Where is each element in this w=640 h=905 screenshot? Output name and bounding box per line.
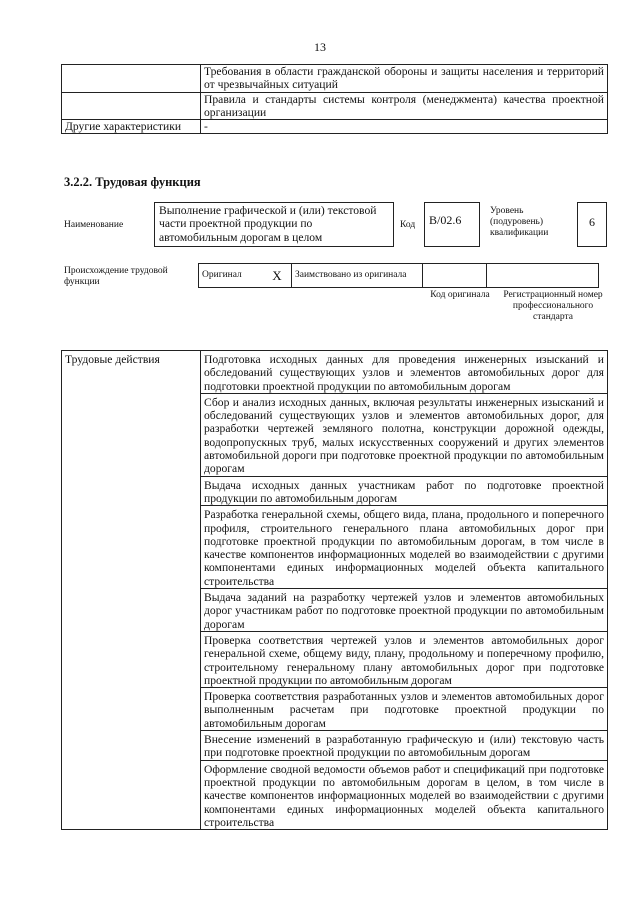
labor-action-item: Сбор и анализ исходных данных, включая результаты инженерных изысканий и обследований существующих узлов и элементов автомобильных дорог, для разработки чертежей земляного полотна, конструкции дорожной одежды, водопропускных труб, малых искусственных сооружений и других элементов автомобильной дороги при подготовке проектной продукции по автомобильным дорогам <box>201 393 608 476</box>
qualification-level-value: 6 <box>577 202 607 247</box>
labor-action-item: Проверка соответствия разработанных узлов и элементов автомобильных дорог выполненным расчетам при подготовке проектной продукции по автомобильным дорогам <box>201 688 608 731</box>
table-cell-value: Требования в области гражданской обороны и защиты населения и территорий от чрезвычайных ситуаций <box>201 65 608 93</box>
reg-number-cell <box>487 264 599 288</box>
function-name-value: Выполнение графической и (или) текстовой части проектной продукции по автомобильным дорогам в целом <box>154 202 394 247</box>
labor-action-item: Разработка генеральной схемы, общего вида, плана, продольного и поперечного профиля, строительного генерального плана автомобильных дорог при подготовке проектной продукции по автомобильным дорогам, в том числе в качестве компонентов информационных моделей во взаимодействии с другими компонентами единых информационных моделей объекта капитального строительства <box>201 506 608 589</box>
original-mark: X <box>263 264 292 288</box>
table-row <box>62 120 608 134</box>
labor-actions-label: Трудовые действия <box>62 351 201 830</box>
code-label: Код <box>400 220 416 230</box>
name-label: Наименование <box>64 220 124 230</box>
table-row <box>199 264 599 288</box>
labor-action-item: Внесение изменений в разработанную графическую и (или) текстовую часть при подготовке проектной продукции по автомобильным дорогам <box>201 731 608 761</box>
origin-label: Происхождение трудовой функции <box>64 266 168 287</box>
labor-action-item: Выдача заданий на разработку чертежей узлов и элементов автомобильных дорог участникам работ по подготовке проектной продукции по автомобильным дорогам <box>201 589 608 632</box>
origin-table <box>198 263 599 288</box>
section-heading: 3.2.2. Трудовая функция <box>64 175 201 189</box>
table-row <box>62 65 608 93</box>
table-cell-label: Другие характеристики <box>62 120 201 134</box>
qualification-level-label: Уровень (подуровень) квалификации <box>490 206 549 238</box>
table-cell-value: - <box>201 120 608 134</box>
table-cell-label <box>62 65 201 93</box>
labor-action-item: Выдача исходных данных участникам работ по подготовке проектной продукции по автомобильным дорогам <box>201 476 608 506</box>
code-original-cell <box>423 264 487 288</box>
labor-action-item: Оформление сводной ведомости объемов работ и спецификаций при подготовке проектной продукции по автомобильным дорогам в целом, в том числе в качестве компонентов информационных моделей во взаимодействии с другими компонентами единых информационных моделей объекта капитального строительства <box>201 760 608 829</box>
reg-number-label: Регистрационный номер профессионального стандарта <box>503 290 603 322</box>
code-original-label: Код оригинала <box>430 290 490 300</box>
table-row <box>62 351 608 394</box>
table-cell-label <box>62 92 201 120</box>
function-code-value: B/02.6 <box>424 202 480 247</box>
requirements-table-continuation <box>61 64 608 134</box>
table-cell-value: Правила и стандарты системы контроля (менеджмента) качества проектной организации <box>201 92 608 120</box>
page-number: 13 <box>314 40 326 54</box>
labor-action-item: Подготовка исходных данных для проведения инженерных изысканий и обследований существующих узлов и элементов автомобильных дорог для подготовки проектной продукции по автомобильным дорогам <box>201 351 608 394</box>
original-label: Оригинал <box>199 264 264 288</box>
borrowed-label: Заимствовано из оригинала <box>292 264 423 288</box>
labor-action-item: Проверка соответствия чертежей узлов и элементов автомобильных дорог генеральной схеме, общему виду, плану, продольному и поперечному профилю, строительному генеральному плану автомобильных дорог при подготовке проектной продукции по автомобильным дорогам <box>201 631 608 687</box>
labor-actions-table <box>61 350 608 830</box>
table-row <box>62 92 608 120</box>
